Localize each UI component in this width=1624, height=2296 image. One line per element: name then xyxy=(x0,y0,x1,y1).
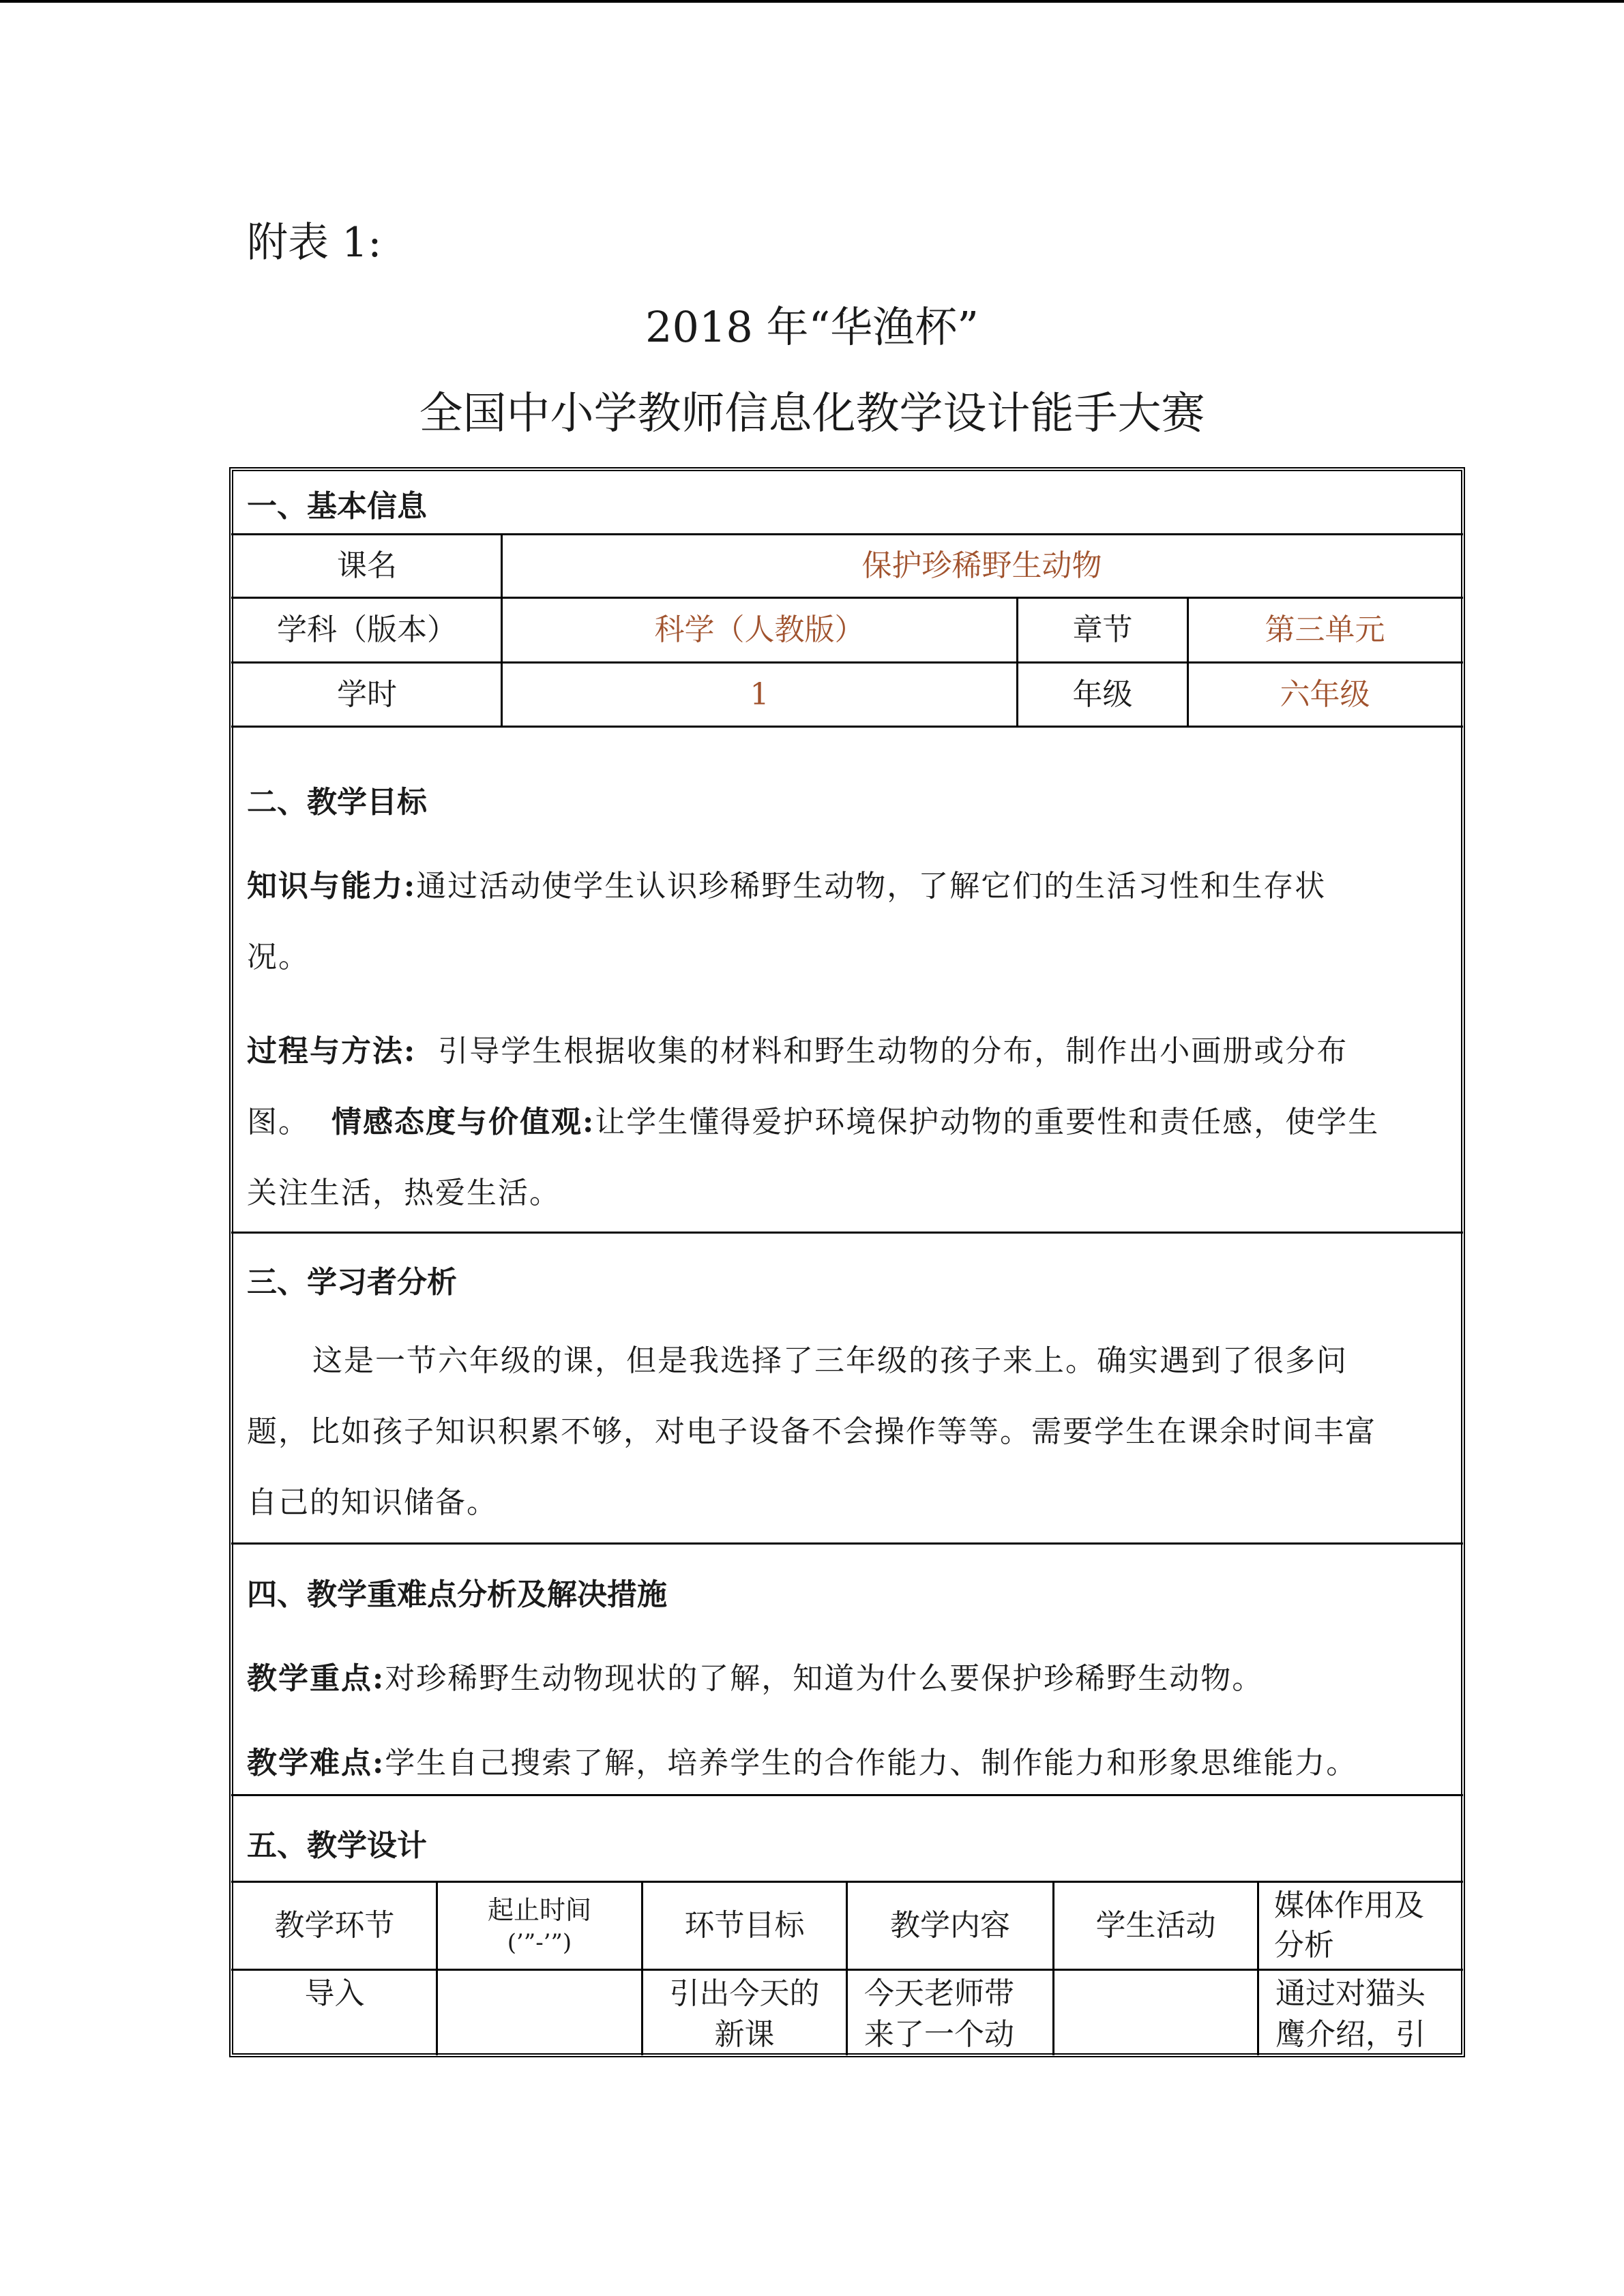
row-goal xyxy=(643,1973,846,2055)
course-name-value: 保护珍稀野生动物 xyxy=(861,548,1102,584)
row-media-line2: 鹰介绍，引 xyxy=(1275,2017,1426,2052)
grade-value: 六年级 xyxy=(1280,676,1370,712)
row-media xyxy=(1259,1973,1461,2055)
header-content: 教学内容 xyxy=(890,1908,1010,1943)
row-content xyxy=(848,1973,1052,2055)
header-media-line1: 媒体作用及 xyxy=(1274,1888,1424,1923)
row-goal-line1: 引出今天的 xyxy=(669,1976,820,2011)
hours-value: 1 xyxy=(750,676,769,712)
objective-knowledge xyxy=(247,851,1326,993)
learner-analysis-heading: 三、学习者分析 xyxy=(247,1265,457,1300)
header-time-line1: 起止时间 xyxy=(487,1895,591,1926)
chapter-value: 第三单元 xyxy=(1265,612,1385,648)
row-content-line2: 来了一个动 xyxy=(864,2017,1014,2052)
key-points-text xyxy=(247,1637,1357,1806)
knowledge-text: 通过活动使学生认识珍稀野生动物，了解它们的生活习性和生存状 xyxy=(416,869,1327,904)
subject-label: 学科（版本） xyxy=(277,612,457,648)
learner-line-3: 自己的知识储备。 xyxy=(247,1485,498,1520)
learner-line-2: 题，比如孩子知识积累不够，对电子设备不会操作等等。需要学生在课余时间丰富 xyxy=(247,1414,1376,1449)
row-stage: 导入 xyxy=(304,1976,365,2011)
learner-analysis-text xyxy=(247,1326,1376,1538)
header-media xyxy=(1259,1883,1461,1969)
objective-process-emotion xyxy=(247,1016,1379,1229)
chapter-label: 章节 xyxy=(1072,612,1133,648)
page-top-border xyxy=(0,0,1624,3)
focus-text: 对珍稀野生动物现状的了解，知道为什么要保护珍稀野生动物。 xyxy=(385,1661,1264,1696)
difficulty-text: 学生自己搜索了解，培养学生的合作能力、制作能力和形象思维能力。 xyxy=(385,1746,1358,1780)
row-goal-line2: 新课 xyxy=(714,2017,775,2052)
focus-label: 教学重点: xyxy=(247,1661,385,1696)
grade-label: 年级 xyxy=(1072,676,1133,712)
header-time xyxy=(438,1883,641,1969)
process-text-cont: 图。 xyxy=(247,1105,310,1139)
header-goal: 环节目标 xyxy=(684,1908,805,1943)
row-content-line1: 今天老师带 xyxy=(864,1976,1014,2011)
process-text: 引导学生根据收集的材料和野生动物的分布，制作出小画册或分布 xyxy=(438,1034,1348,1069)
header-time-line2: (’”-’”) xyxy=(507,1928,572,1956)
basic-info-heading: 一、基本信息 xyxy=(247,489,427,524)
difficulty-label: 教学难点: xyxy=(247,1746,385,1780)
knowledge-text-cont: 况。 xyxy=(247,940,310,974)
process-label: 过程与方法: xyxy=(247,1034,417,1069)
header-media-line2: 分析 xyxy=(1274,1928,1334,1963)
learner-line-1: 这是一节六年级的课，但是我选择了三年级的孩子来上。确实遇到了很多问 xyxy=(312,1343,1348,1378)
design-heading: 五、教学设计 xyxy=(247,1828,427,1863)
hours-label: 学时 xyxy=(337,676,397,712)
subject-value: 科学（人教版） xyxy=(654,612,865,648)
emotion-label: 情感态度与价值观: xyxy=(331,1105,595,1139)
header-stage: 教学环节 xyxy=(274,1908,395,1943)
emotion-text-cont: 关注生活，热爱生活。 xyxy=(247,1176,561,1210)
annex-label: 附表 1: xyxy=(247,219,382,267)
header-activity: 学生活动 xyxy=(1095,1908,1216,1943)
knowledge-label: 知识与能力: xyxy=(247,869,417,904)
document-title: 2018 年“华渔杯” xyxy=(645,302,979,352)
key-points-heading: 四、教学重难点分析及解决措施 xyxy=(247,1577,667,1612)
emotion-text: 让学生懂得爱护环境保护动物的重要性和责任感，使学生 xyxy=(595,1105,1380,1139)
course-name-label: 课名 xyxy=(337,548,397,584)
row-media-line1: 通过对猫头 xyxy=(1275,1976,1426,2011)
objectives-heading: 二、教学目标 xyxy=(247,785,427,820)
document-subtitle: 全国中小学教师信息化教学设计能手大赛 xyxy=(419,389,1205,439)
